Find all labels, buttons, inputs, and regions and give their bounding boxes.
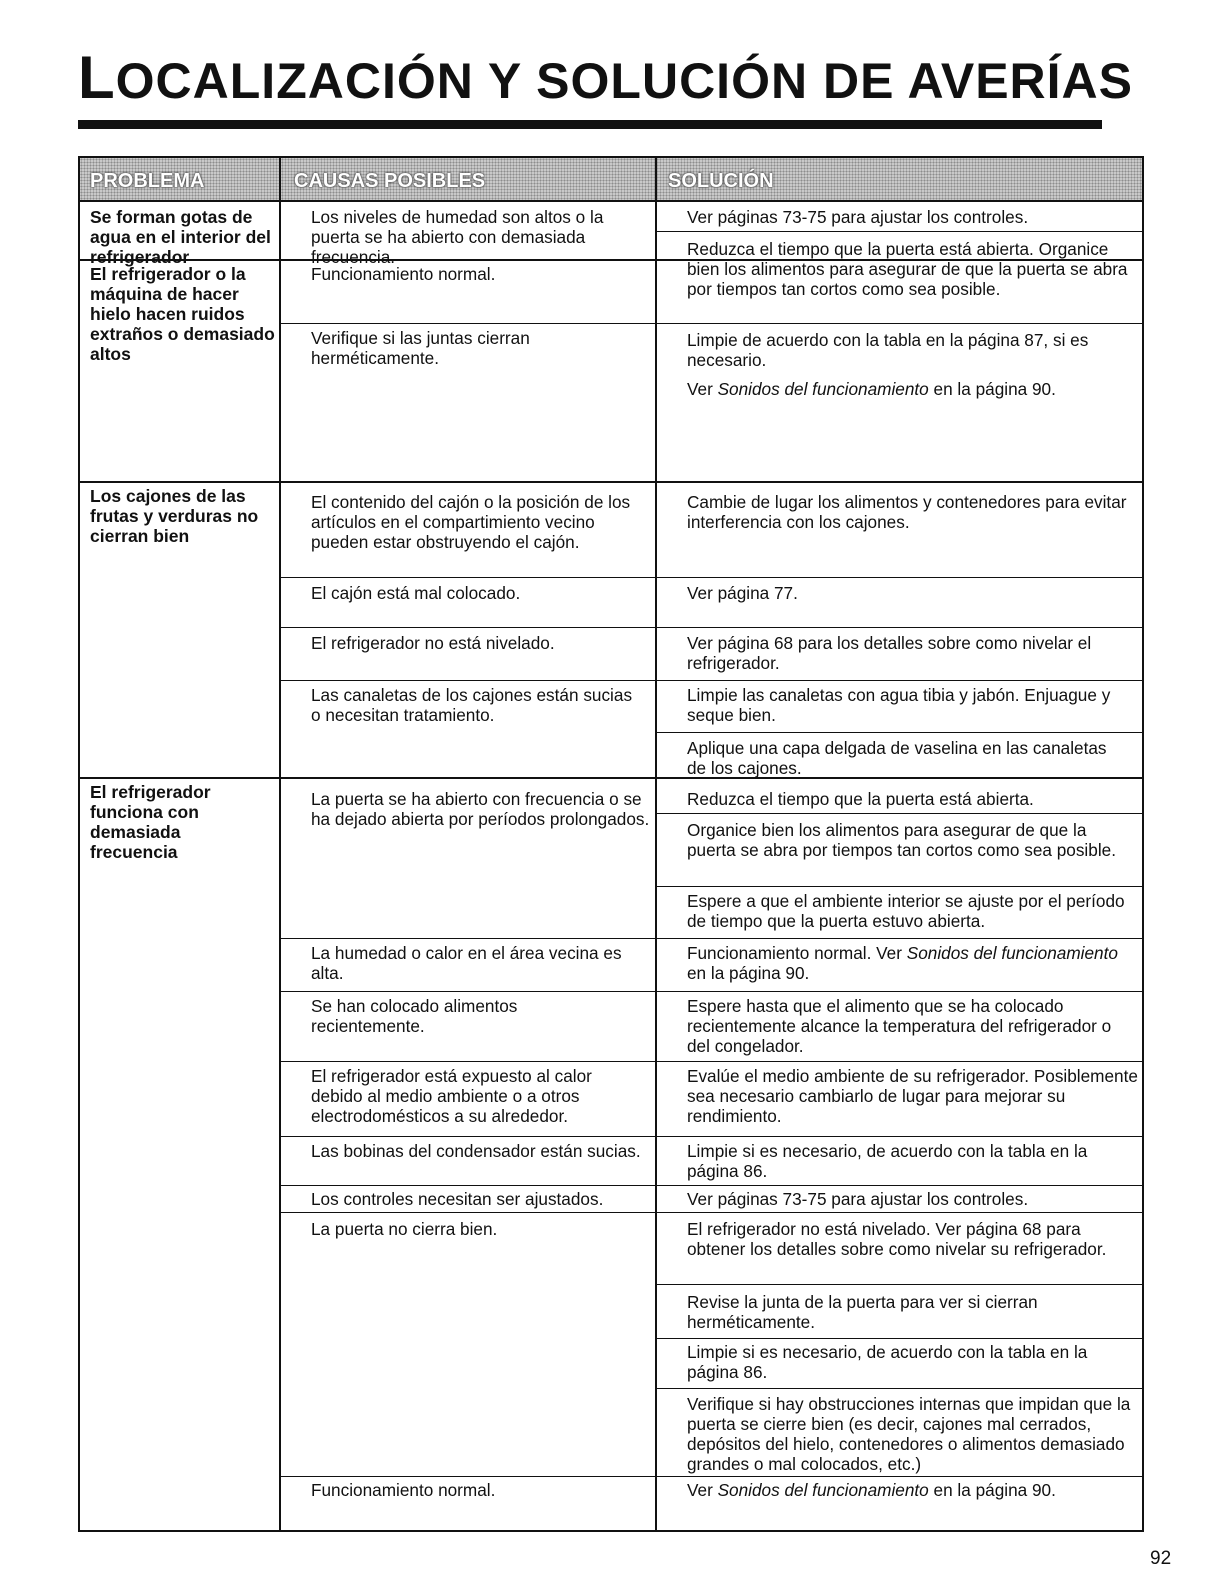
solution-1: Ver páginas 73-75 para ajustar los controles. [687, 207, 1029, 227]
solution-divider [657, 1284, 1142, 1285]
solution-divider [657, 231, 1142, 232]
row-divider [281, 1185, 1142, 1186]
solution-4: Ver Sonidos del funcionamiento en la página 90. [687, 379, 1056, 399]
cause-11: El refrigerador está expuesto al calor debido al medio ambiente o a otros electrodomésticos a su alrededor. [311, 1066, 592, 1126]
row-divider [281, 938, 1142, 939]
solution-12: Espere a que el ambiente interior se ajuste por el período de tiempo que la puerta estuvo abierta. [687, 891, 1125, 931]
header-problema: PROBLEMA [90, 170, 205, 192]
table-header [80, 158, 1142, 202]
column-divider [279, 158, 281, 1530]
row-divider [281, 577, 1142, 578]
troubleshooting-table [78, 156, 1144, 1532]
row-divider [281, 991, 1142, 992]
cause-5: El cajón está mal colocado. [311, 583, 521, 603]
solution-5: Cambie de lugar los alimentos y contenedores para evitar interferencia con los cajones. [687, 492, 1127, 532]
solution-11: Organice bien los alimentos para asegurar de que la puerta se abra por tiempos tan cortos como sea posible. [687, 820, 1116, 860]
solution-divider [657, 732, 1142, 733]
cause-7: Las canaletas de los cajones están sucias o necesitan tratamiento. [311, 685, 633, 725]
solution-divider [657, 1388, 1142, 1389]
solution-22: Ver Sonidos del funcionamiento en la página 90. [687, 1480, 1056, 1500]
problem-2: El refrigerador o la máquina de hacer hielo hacen ruidos extraños o demasiado altos [90, 264, 275, 364]
row-divider [281, 680, 1142, 681]
cause-13: Los controles necesitan ser ajustados. [311, 1189, 604, 1209]
solution-7: Ver página 68 para los detalles sobre como nivelar el refrigerador. [687, 633, 1092, 673]
solution-8: Limpie las canaletas con agua tibia y jabón. Enjuague y seque bien. [687, 685, 1111, 725]
row-divider [281, 627, 1142, 628]
title-rule [78, 120, 1102, 129]
solution-17: Ver páginas 73-75 para ajustar los controles. [687, 1189, 1029, 1209]
cause-1: Los niveles de humedad son altos o la puerta se ha abierto con demasiada frecuencia. [311, 207, 604, 267]
cause-3: Funcionamiento normal. [311, 264, 496, 284]
problem-4: El refrigerador funciona con demasiada frecuencia [90, 782, 211, 862]
cause-2: Verifique si las juntas cierran herméticamente. [311, 328, 530, 368]
solution-19: Revise la junta de la puerta para ver si cierran herméticamente. [687, 1292, 1038, 1332]
cause-9: La humedad o calor en el área vecina es alta. [311, 943, 622, 983]
cause-4: El contenido del cajón o la posición de los artículos en el compartimiento vecino pueden estar obstruyendo el cajón. [311, 492, 631, 552]
row-divider [281, 1136, 1142, 1137]
solution-18: El refrigerador no está nivelado. Ver página 68 para obtener los detalles sobre como nivelar su refrigerador. [687, 1219, 1107, 1259]
page-number: 92 [1150, 1548, 1172, 1569]
cause-15: Funcionamiento normal. [311, 1480, 496, 1500]
solution-divider [657, 886, 1142, 887]
solution-3: Limpie de acuerdo con la tabla en la página 87, si es necesario. [687, 330, 1089, 370]
solution-21: Verifique si hay obstrucciones internas que impidan que la puerta se cierre bien (es decir, cajones mal cerrados, depósitos del hielo, contenedores o alimentos demasiado grandes o mal colocados, etc.) [687, 1394, 1131, 1474]
solution-divider [657, 1338, 1142, 1339]
cause-14: La puerta no cierra bien. [311, 1219, 498, 1239]
solution-14: Espere hasta que el alimento que se ha colocado recientemente alcance la temperatura del refrigerador o del congelador. [687, 996, 1112, 1056]
problem-1: Se forman gotas de agua en el interior del refrigerador [90, 207, 271, 267]
column-divider [655, 158, 657, 1530]
row-divider [281, 323, 1142, 324]
solution-13: Funcionamiento normal. Ver Sonidos del funcionamiento en la página 90. [687, 943, 1118, 983]
cause-10: Se han colocado alimentos recientemente. [311, 996, 518, 1036]
cause-12: Las bobinas del condensador están sucias. [311, 1141, 641, 1161]
solution-10: Reduzca el tiempo que la puerta está abierta. [687, 789, 1034, 809]
solution-divider [657, 813, 1142, 814]
solution-15: Evalúe el medio ambiente de su refrigerador. Posiblemente sea necesario cambiarlo de lugar para mejorar su rendimiento. [687, 1066, 1138, 1126]
header-causas: CAUSAS POSIBLES [294, 170, 486, 192]
solution-9: Aplique una capa delgada de vaselina en las canaletas de los cajones. [687, 738, 1107, 778]
solution-20: Limpie si es necesario, de acuerdo con la tabla en la página 86. [687, 1342, 1088, 1382]
row-divider [281, 1212, 1142, 1213]
page-title: LOCALIZACIÓN Y SOLUCIÓN DE AVERÍAS [78, 44, 1134, 111]
cause-8: La puerta se ha abierto con frecuencia o se ha dejado abierta por períodos prolongados. [311, 789, 650, 829]
row-divider [281, 1061, 1142, 1062]
header-solucion: SOLUCIÓN [668, 170, 774, 192]
solution-6: Ver página 77. [687, 583, 798, 603]
solution-16: Limpie si es necesario, de acuerdo con la tabla en la página 86. [687, 1141, 1088, 1181]
group-divider [80, 481, 1142, 483]
problem-3: Los cajones de las frutas y verduras no cierran bien [90, 486, 259, 546]
solution-2: Reduzca el tiempo que la puerta está abierta. Organice bien los alimentos para asegurar de que la puerta se abra por tiempos tan cortos como sea posible. [687, 239, 1128, 299]
cause-6: El refrigerador no está nivelado. [311, 633, 555, 653]
row-divider [281, 1476, 1142, 1477]
